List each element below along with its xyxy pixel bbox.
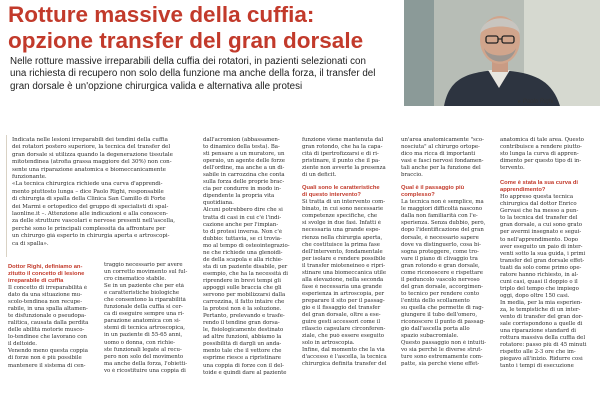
body-line: anatomica di tale area. Questo [500,137,584,143]
intro-line: gran dorsale si utilizza quando la degenerazione tissutale [12,151,173,158]
body-line: necessaria una grande espe- [302,227,381,234]
body-line: La tecnica non è semplice, ma [401,199,484,206]
body-line: il deltoide. [8,341,38,348]
body-line: spazio subacromiale. [401,333,459,340]
intro-line: laonline.it –. Attenzione alle indicazioni e alla conoscen- [12,211,168,218]
body-line: operaio, un agente delle forze [203,158,285,165]
lead-line: gran dorsale è un'opzione chirurgica valida e alternativa alle protesi [10,80,303,92]
question-heading: di questo intervento? [302,192,361,199]
body-line: sta di un paziente disabile, per [203,263,288,270]
body-line: sale corrispondono a quelle di [500,321,583,328]
body-line: gio dall'ascella porta allo [401,326,470,333]
intro-line: mitotendinea (atrofia grassa maggiore del 30%) non con- [12,159,172,166]
body-line: vasi e fasci nervosi fondamen- [401,158,484,165]
question-heading: Qual è il passaggio più [401,185,465,192]
body-line: patte, sia perché viene effet- [401,361,480,368]
body-line: cia per condurre in modo in- [203,186,282,193]
body-line: dell'intervento, fondamentale [302,248,383,255]
body-line: una riparazione standard di [500,328,577,335]
question-heading: apprendimento? [500,187,546,194]
body-line: ca di eseguire sempre una ri- [104,311,185,318]
body-line: aver eseguito un paio di inter- [500,243,583,250]
body-line: cità di ipertrofizzarsi e di ri- [302,151,379,158]
intro-line: «La tecnica chirurgica richiede una curva d'apprendi- [12,181,163,188]
body-line: dato da una situazione mu- [8,292,82,299]
body-line: vare il piano di clivaggio tra [401,255,478,262]
intro-box [8,137,193,248]
body-line: un corretto movimento sul ful- [104,269,188,276]
body-line: ziale, che può essere eseguito [302,333,384,340]
body-line: le, fisiologicamente destinato [203,327,284,334]
body-line: possibilità di dargli un anda- [203,341,282,348]
body-line: Ho appreso questa tecnica [500,194,574,201]
title-line-1: Rotture massive della cuffia: [8,2,315,27]
intro-line: mento piuttosto lunga – dice Paolo Righi, responsabile [12,188,164,195]
body-line: de della scapola e alla richie- [203,256,283,263]
body-line: nosciuta" al chirurgo ortope- [401,144,480,151]
intro-line: dei Marmi e ortopedico del gruppo di specialisti di spal- [12,203,169,210]
body-line: ture sono estremamente com- [401,354,483,361]
photo-caption [518,98,553,105]
body-line: rispetto alle 2-3 ore che im- [500,349,576,356]
body-line: del gran dorsale, oltre a ese- [302,312,381,319]
body-line: che costituisce la prima fase [302,241,380,248]
body-line: di un deficit. [302,172,337,179]
body-line: sogna proteggere, come tro- [401,248,479,255]
body-line: appoggi sulle braccia che gli [203,284,282,291]
intro-line: za delle strutture vascolari e nervose presenti nell'ascella, [12,218,176,225]
body-line: to tecnico per rendere conto [401,290,480,297]
body-line: rottura massiva della cuffia del [500,335,586,342]
body-line: Alcuni potrebbero dire che si [203,207,283,214]
question-heading: Come è stata la sua curva di [500,180,578,187]
body-line: preparare il sito per il passag- [302,297,385,304]
title-line-2: opzione transfer del gran dorsale [8,28,364,53]
body-line: come riconoscere e rispettare [401,269,483,276]
body-line: to di protesi inversa. Non c'è [203,228,283,235]
body-line: solo in artroscopia. [302,340,355,347]
body-line: contribuisce a rendere piutto- [500,144,582,151]
body-line: lo-tendinee che lavorano con [8,334,87,341]
body-line: stinare una biomeccanica utile [302,269,387,276]
body-line: mento tale che il vettore che [203,348,282,355]
body-line: vo sia perché le diverse strut- [401,347,483,354]
column-5 [401,137,493,368]
body-line: tuati da solo come primo ope- [500,264,582,271]
body-line: quotidiana. [203,200,234,207]
intro-line: Indicata nelle lesioni irreparabili dei tendini della cuffia [12,137,168,143]
body-line: delle abilità motorie musco- [8,327,85,334]
body-line: Gervasi che ha messo a pun- [500,208,579,215]
body-line: oggi, dopo oltre 150 casi. [500,292,570,299]
body-line: esempio, che ha la necessità di [203,270,288,277]
body-line: le maggiori difficoltà nascono [401,206,483,213]
column-4 [302,137,394,368]
body-line: dove va distinguerlo, cosa bi- [401,241,481,248]
intro-line: dei rotatori postero superiore, la tecnica del transfer del [12,144,171,151]
body-line: Il concetto di irreparabilità è [8,285,88,291]
body-line: pero non solo del movimento [104,353,184,360]
column-2 [104,262,196,375]
body-line: ne che richiede una glenoidi- [203,249,283,256]
body-line: l'entità dello scollamento [401,297,470,304]
body-line: Infine, dal momento che la via [302,347,385,354]
body-line: sto lunga la curva di appren- [500,151,579,158]
body-line: funzione viene mantenuta dal [302,137,384,143]
body-line: il peduncolo vascolo nervoso [401,276,480,283]
body-line: dorsale, è necessario sapere [401,234,479,241]
question-heading: Dottor Righi, definiamo an- [8,264,83,270]
body-line: guire gesti accessori come il [302,319,381,326]
column-6 [500,137,596,370]
intro-line: sente una riparazione anatomica e biomeccanicamente [12,166,166,173]
body-line: rienza nella chirurgia aperta, [302,234,383,241]
body-line: d'accesso è l'ascella, la tecnica [302,354,387,361]
body-line: dall'acromion (abbassamen- [203,137,280,143]
body-line: sperienza. Senza dubbio, però, [401,220,486,227]
body-line: dalla non familiarità con l'e- [401,213,478,220]
body-line: tanto i tempi di esecuzione [500,363,574,370]
body-line: scolo-tendinea non recupe- [8,299,83,306]
body-line: dipendente la propria vita [203,193,275,200]
caption-marker-icon: ▸ [518,99,522,105]
body-line: ratore hanno richiesto, in al- [500,271,579,278]
body-line: tratta di casi in cui c'è l'indi- [203,214,282,221]
body-line: alla elevazione, nella seconda [302,276,384,283]
body-line: riprendere in brevi tempi gli [203,277,281,284]
body-line: chirurgica dal dottor Enrico [500,201,577,208]
body-line: vento di transfer del gran dor- [500,314,583,321]
body-line: gran dorsale, a cui sono grato [500,222,582,229]
body-line: rotatore: passo più di 45 minuti [500,342,587,349]
body-line: giungere il tubo dell'omero, [401,312,478,319]
body-line: ad altre funzioni, abbiamo la [203,334,282,341]
body-line: ma anche della forza, l'obietti- [104,360,188,367]
body-line: parazione anatomica con si- [104,318,181,325]
body-line: stemi di tecnica artroscopica, [104,325,186,332]
body-line: dubbio: tuttavia, se ci trovia- [203,235,282,242]
body-line: vo è ricostituire una coppia di [104,367,186,374]
body-line: to dinamico della testa). Ba- [203,144,280,151]
body-line: dopo l'identificazione del gran [401,227,484,234]
body-line: mantenere il sistema di cen- [8,362,86,369]
body-line: gio e il fissaggio del transfer [302,304,381,311]
body-line: tervento. [500,165,525,172]
intro-line: di chirurgia di spalla della Clinica San Camillo di Forte [12,196,166,203]
body-line: sti pensare a un muratore, un [203,151,285,158]
body-line: dico ma ricca di importanti [401,151,476,158]
body-line: esprime riesce a ripristinare [203,355,281,362]
body-line: su quella che permette di rag- [401,304,484,311]
body-line: piegavo all'inizio. Ridurre così [500,356,583,363]
lead-paragraph [10,56,510,93]
question-heading: Quali sono le caratteristiche [302,185,380,192]
body-line: binato, in cui sono necessarie [302,206,384,213]
lead-line: una richiesta di recupero non solo della funzione ma anche della forza, il transfer del [10,68,376,80]
body-line: rilascio capsulare circonferen- [302,326,386,333]
body-line: e caratteristiche biologiche [104,290,180,297]
body-line: riconoscere il punto di passag- [401,319,485,326]
question-heading: complesso? [401,192,435,199]
body-line: tali anche per la funzione del [401,165,481,172]
body-line: traggio necessario per avere [104,262,183,268]
caption-text: Paolo Righi [522,99,554,105]
body-line: chirurgica definita transfer del [302,361,387,368]
body-line: gran rotondo, che ha la capa- [302,144,383,151]
body-line: za, le tempistiche di un inter- [500,306,581,313]
body-line: esperienza in artroscopia, per [302,290,385,297]
body-line: carrozzina, il fatto intaire che [203,299,285,306]
body-line: ziente non avverte la presenza [302,165,386,172]
intro-line: un chirurgo già esperto in chirurgia aperta e artroscopi- [12,233,170,240]
body-line: triplo del tempo che impiego [500,285,579,292]
body-line: un'area anatomicamente "sco- [401,137,484,143]
body-line: che consentono la riparabilità [104,297,186,304]
body-line: rabile, in una spalla altamen- [8,306,88,313]
body-line: di forze non è più possibile [8,355,82,362]
body-line: dimento per questo tipo di in- [500,158,582,165]
body-line: mo al tempo di osteointegrazio- [203,242,290,249]
body-line: Se in un paziente che per età [104,283,185,290]
body-line: venti sotto la sua guida, i primi [500,250,586,257]
body-line: to la tecnica del transfer del [500,215,578,222]
body-line: funzionale della cuffia si cer- [104,304,183,311]
body-line: uomo o donna, con richie- [104,339,176,346]
body-line: braccio. [401,172,423,179]
body-line: sabile in carrozzina che conta [203,172,285,179]
question-heading: irreparabile di cuffia [8,278,64,284]
body-line: In media, per la mia esperien- [500,299,583,306]
body-line: gran rotondo e gran dorsale, [401,262,480,269]
column-3 [203,137,295,377]
body-line: toide e quindi dare al paziente [203,369,287,376]
body-line: ste funzionali legate al recu- [104,346,182,353]
body-line: dell'ordine, ma anche a un di- [203,165,285,172]
body-line: Questo passaggio non è intuiti- [401,340,487,347]
body-line: to nell'apprendimento. Dopo [500,236,579,243]
intro-line: perché sono le principali complessità da affrontare per [12,225,166,232]
body-line: ralitica, causata dalla perdita [8,320,89,327]
body-line: fase è necessaria una grande [302,283,382,290]
body-line: pristinare, il punto che il pa- [302,158,381,165]
body-line: Pertanto, prelevando e trasfe- [203,313,285,320]
question-heading: zitutto il concetto di lesione [8,271,85,277]
body-line: sulla forza delle proprie brac- [203,179,285,186]
body-line: competenze specifiche, che [302,213,378,220]
intro-line: funzionante. [12,174,47,181]
body-line: cazione anche per l'impian- [203,221,279,228]
body-line: per avermi insegnato e segui- [500,229,582,236]
article-title [8,2,388,54]
body-line: in un paziente di 55-65 anni, [104,332,183,339]
column-1 [8,264,100,370]
body-line: si svolge in due fasi. Infatti è [302,220,381,227]
body-line: la protesi non è la soluzione. [203,306,282,313]
body-line: per isolare e rendere possibile [302,255,386,262]
intro-line: ca di spalla». [12,240,49,247]
body-line: te disfunzionale o pseudopa- [8,313,87,320]
body-line: il transfer mioteneineo e ripri- [302,262,386,269]
body-line: cuni casi, quasi il doppio o il [500,278,578,285]
body-line: servono per mobilizzarsi dalla [203,292,286,299]
body-line: transfer del gran dorsale effet- [500,257,585,264]
lead-line: Nelle rotture massive irreparabili della cuffia dei rotatori, in pazienti selezionati con [10,56,366,67]
body-line: Si tratta di un intervento com- [302,199,386,206]
body-line: cro cinematico stabile. [104,276,167,283]
body-line: rendo il tendine gran dorsa- [203,320,280,327]
body-line: del gran dorsale, accorgimen- [401,283,483,290]
body-line: una coppia di forze con il del- [203,362,284,369]
body-line: Venendo meno questa coppia [8,348,88,355]
